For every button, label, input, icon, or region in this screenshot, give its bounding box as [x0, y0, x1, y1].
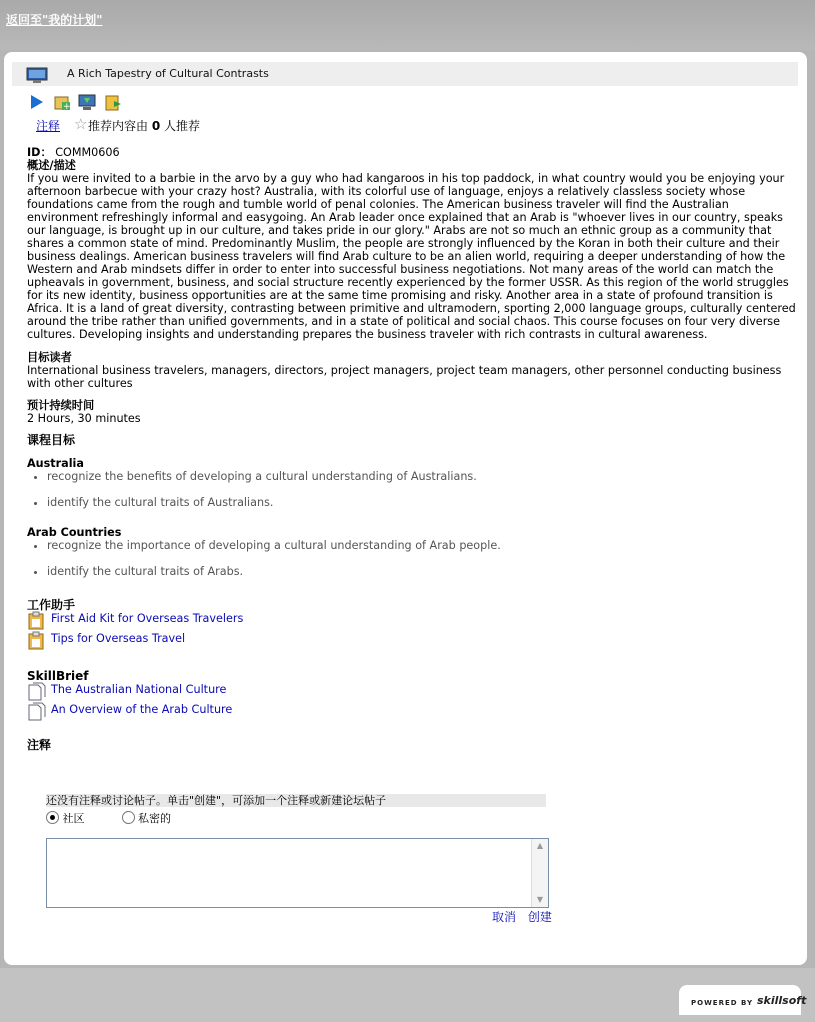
skillbrief-link[interactable]: An Overview of the Arab Culture	[51, 703, 233, 716]
course-title: A Rich Tapestry of Cultural Contrasts	[67, 67, 269, 80]
create-button[interactable]: 创建	[527, 910, 552, 924]
document-icon	[28, 682, 46, 701]
back-to-my-plan-link[interactable]: 返回至"我的计划"	[6, 13, 103, 27]
recommend-text	[88, 117, 200, 134]
skillsoft-logo: skillsoft	[757, 994, 807, 1007]
audience-text: International business travelers, managers, directors, project managers, project team managers, other personnel conducting business with other cultures	[27, 364, 782, 390]
objective-item: • recognize the importance of developing a cultural understanding of Arab people.	[47, 539, 797, 552]
course-id: COMM0606	[55, 146, 120, 159]
recommend-prefix: 推荐内容由	[88, 119, 149, 133]
notes-recommend-row	[36, 115, 201, 134]
job-aids-label: 工作助手	[27, 598, 76, 612]
clipboard-icon	[28, 611, 44, 630]
powered-by-text: POWERED BY	[691, 999, 754, 1007]
course-description: If you were invited to a barbie in the arvo by a guy who had kangaroos in his top paddock, in what country would you be enjoying your afternoon barbecue with your crazy host? Australia, with its colorful use of language, enjoys a relatively classless society whose foundations came from the rough and tumble world of penal colonies. The American business traveler will find the Australian environment refreshingly informal and easygoing. An Arab leader once explained that an Arab is "whoever lives in our country, speaks our language, is brought up in our culture, and takes pride in our glory." Arabs are not so much an ethnic group as a community that shares a common state of mind. Predominantly Muslim, the people are strongly influenced by the Koran in both their culture and their business dealings. American business travelers will find Arab culture to be an alien world, requiring a deeper understanding of how the Western and Arab mindsets differ in order to enter into successful business negotiations. Not many areas of the world can match the upheavals in government, business, and social structure recently experienced by the former USSR. As this region of the world struggles for its new identity, business opportunities are at the same time promising and risky. Another area in a state of profound transition is Africa. It is a land of great diversity, contrasting between primitive and ultramodern, sporting 2,000 language groups, culturally centered around the tribe rather than unified governments, and in a state of political and social chaos. This course focuses on four very diverse cultures. Developing insights and understanding prepares the business traveler with rich contrasts in cultural awareness.	[27, 172, 796, 341]
cancel-button[interactable]: 取消	[492, 910, 517, 924]
objective-item: • recognize the benefits of developing a cultural understanding of Australians.	[47, 470, 797, 483]
monitor-icon	[26, 67, 48, 84]
objective-list	[27, 470, 797, 509]
visibility-radios	[46, 810, 171, 826]
play-icon[interactable]	[28, 93, 46, 111]
duration-text: 2 Hours, 30 minutes	[27, 412, 141, 425]
recommend-suffix: 人推荐	[164, 119, 201, 133]
download-icon[interactable]	[78, 93, 96, 111]
comments-label: 注释	[27, 738, 52, 752]
description-label: 概述/描述	[27, 159, 76, 172]
textarea-scrollbar[interactable]	[531, 839, 548, 907]
scroll-down-icon[interactable]: ▼	[536, 895, 544, 904]
id-label: ID：	[27, 146, 52, 159]
skillbrief-link[interactable]: The Australian National Culture	[51, 683, 227, 696]
skillbrief-label: SkillBrief	[27, 669, 89, 683]
objective-item: • identify the cultural traits of Arabs.	[47, 565, 797, 578]
skillbrief-item[interactable]	[27, 683, 797, 703]
audience-label: 目标读者	[27, 351, 72, 364]
footer	[0, 968, 815, 1022]
svg-text:+: +	[63, 102, 71, 111]
document-icon	[28, 702, 46, 721]
comment-actions	[492, 908, 560, 925]
course-title-bar	[12, 62, 798, 86]
community-radio[interactable]	[46, 811, 59, 824]
course-details	[27, 146, 797, 752]
job-aid-item[interactable]	[27, 612, 797, 632]
private-radio-label: 私密的	[138, 812, 171, 825]
job-aid-item[interactable]	[27, 632, 797, 652]
duration-label: 预计持续时间	[27, 399, 95, 412]
recommend-count: 0	[151, 119, 161, 133]
objective-item: • identify the cultural traits of Australians.	[47, 496, 797, 509]
objectives-label: 课程目标	[27, 433, 76, 447]
comments-empty-message: 还没有注释或讨论帖子。单击"创建"，可添加一个注释或新建论坛帖子	[46, 794, 546, 807]
job-aid-link[interactable]: Tips for Overseas Travel	[51, 632, 186, 645]
share-icon[interactable]	[104, 93, 122, 111]
course-panel	[4, 52, 807, 965]
skillbrief-item[interactable]	[27, 703, 797, 723]
add-to-plan-icon[interactable]	[53, 93, 71, 111]
star-icon[interactable]: ☆	[74, 115, 88, 133]
notes-link[interactable]: 注释	[36, 119, 61, 133]
top-bar	[0, 0, 815, 50]
community-radio-label: 社区	[62, 812, 85, 825]
objective-group-title: Australia	[27, 457, 84, 470]
comment-textarea[interactable]	[46, 838, 549, 908]
objective-list	[27, 539, 797, 578]
scroll-up-icon[interactable]: ▲	[536, 841, 544, 850]
private-radio[interactable]	[122, 811, 135, 824]
objective-group-title: Arab Countries	[27, 526, 122, 539]
clipboard-icon	[28, 631, 44, 650]
job-aid-link[interactable]: First Aid Kit for Overseas Travelers	[51, 612, 244, 625]
powered-by-badge	[679, 985, 807, 1015]
